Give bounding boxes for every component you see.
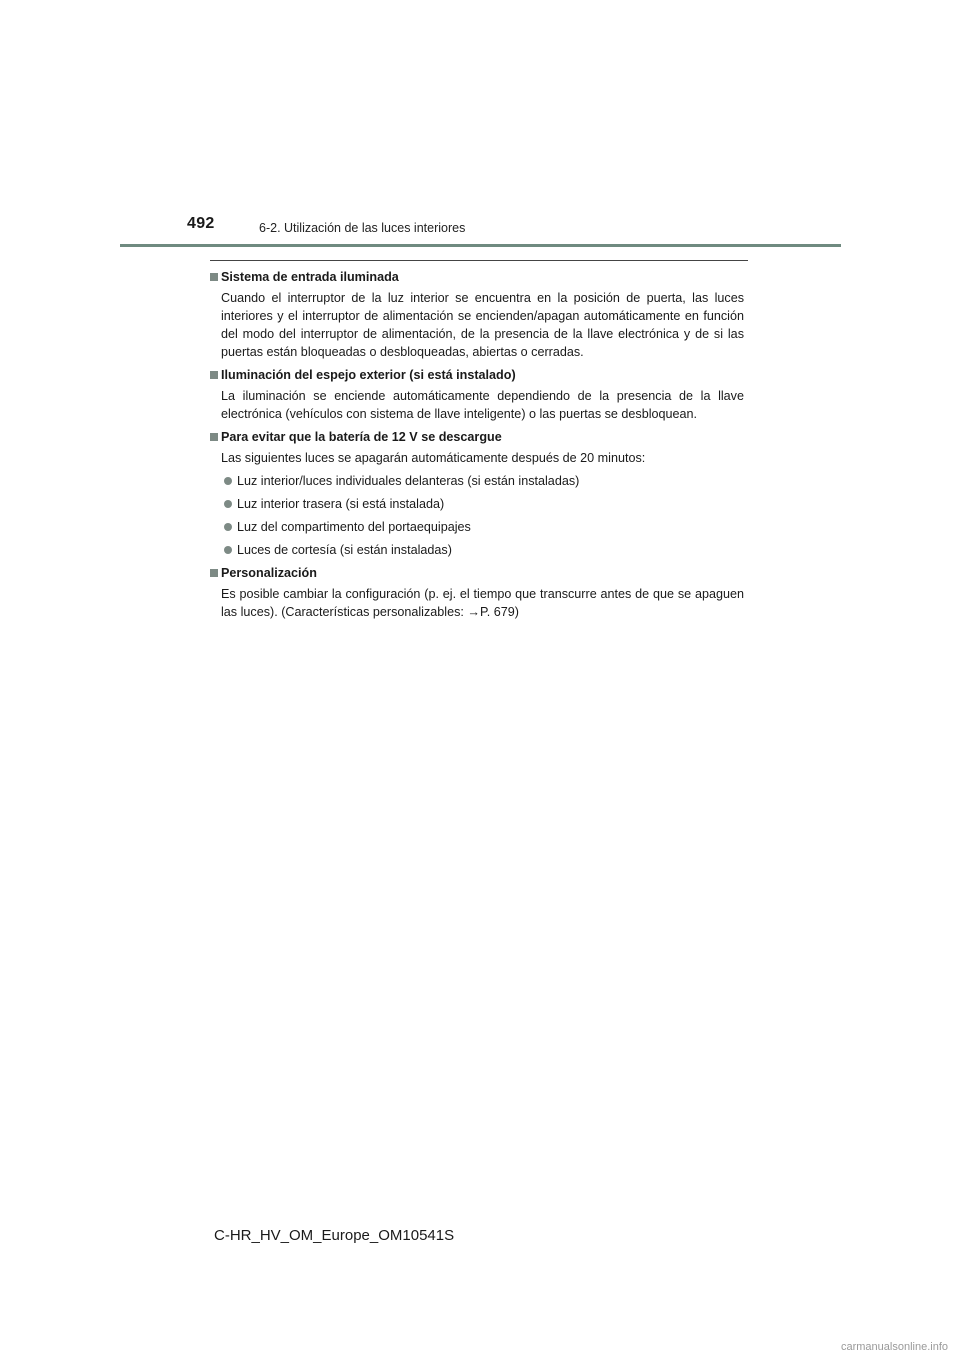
section-block	[210, 564, 744, 621]
heading-text: Para evitar que la batería de 12 V se descargue	[221, 430, 502, 444]
square-bullet-icon	[210, 433, 218, 441]
list-item-text: Luces de cortesía (si están instaladas)	[237, 543, 452, 557]
section-block	[210, 366, 744, 423]
round-bullet-icon	[224, 523, 232, 531]
section-block	[210, 428, 744, 559]
content-rule	[210, 260, 748, 261]
round-bullet-icon	[224, 546, 232, 554]
section-text: Cuando el interruptor de la luz interior se encuentra en la posición de puerta, las luces interiores y el interruptor de alimentación se encienden/apagan automáticamente en función del modo del interruptor de alimentación, de la presencia de la llave electrónica y de si las puertas están bloqueadas o desbloqueadas, abiertas o cerradas.	[221, 291, 744, 359]
round-bullet-icon	[224, 500, 232, 508]
list-item	[210, 518, 744, 536]
list-item	[210, 495, 744, 513]
list-item	[210, 541, 744, 559]
header-rule	[120, 244, 841, 247]
section-block	[210, 268, 744, 361]
section-text: Es posible cambiar la configuración (p. ej. el tiempo que transcurre antes de que se apaguen las luces). (Características personalizables: →P. 679)	[221, 587, 744, 619]
square-bullet-icon	[210, 273, 218, 281]
round-bullet-icon	[224, 477, 232, 485]
list-item-text: Luz del compartimento del portaequipajes	[237, 520, 471, 534]
section-heading	[210, 366, 744, 384]
watermark: carmanualsonline.info	[840, 1341, 948, 1353]
list-item-text: Luz interior trasera (si está instalada)	[237, 497, 445, 511]
section-heading	[210, 564, 744, 582]
heading-text: Personalización	[221, 566, 317, 580]
heading-text: Sistema de entrada iluminada	[221, 270, 399, 284]
list-item-text: Luz interior/luces individuales delanteras (si están instaladas)	[237, 474, 580, 488]
section-text: La iluminación se enciende automáticamente dependiendo de la presencia de la llave electrónica (vehículos con sistema de llave inteligente) o las puertas se desbloquean.	[221, 389, 744, 421]
square-bullet-icon	[210, 569, 218, 577]
list-item	[210, 472, 744, 490]
heading-text: Iluminación del espejo exterior (si está instalado)	[221, 368, 516, 382]
content	[210, 268, 744, 626]
section-heading	[210, 268, 744, 286]
square-bullet-icon	[210, 371, 218, 379]
footer-doc-code: C-HR_HV_OM_Europe_OM10541S	[214, 1227, 455, 1244]
section-text: Las siguientes luces se apagarán automáticamente después de 20 minutos:	[221, 451, 646, 465]
section-title: 6-2. Utilización de las luces interiores	[259, 221, 466, 235]
page-number: 492	[187, 215, 215, 232]
section-heading	[210, 428, 744, 446]
